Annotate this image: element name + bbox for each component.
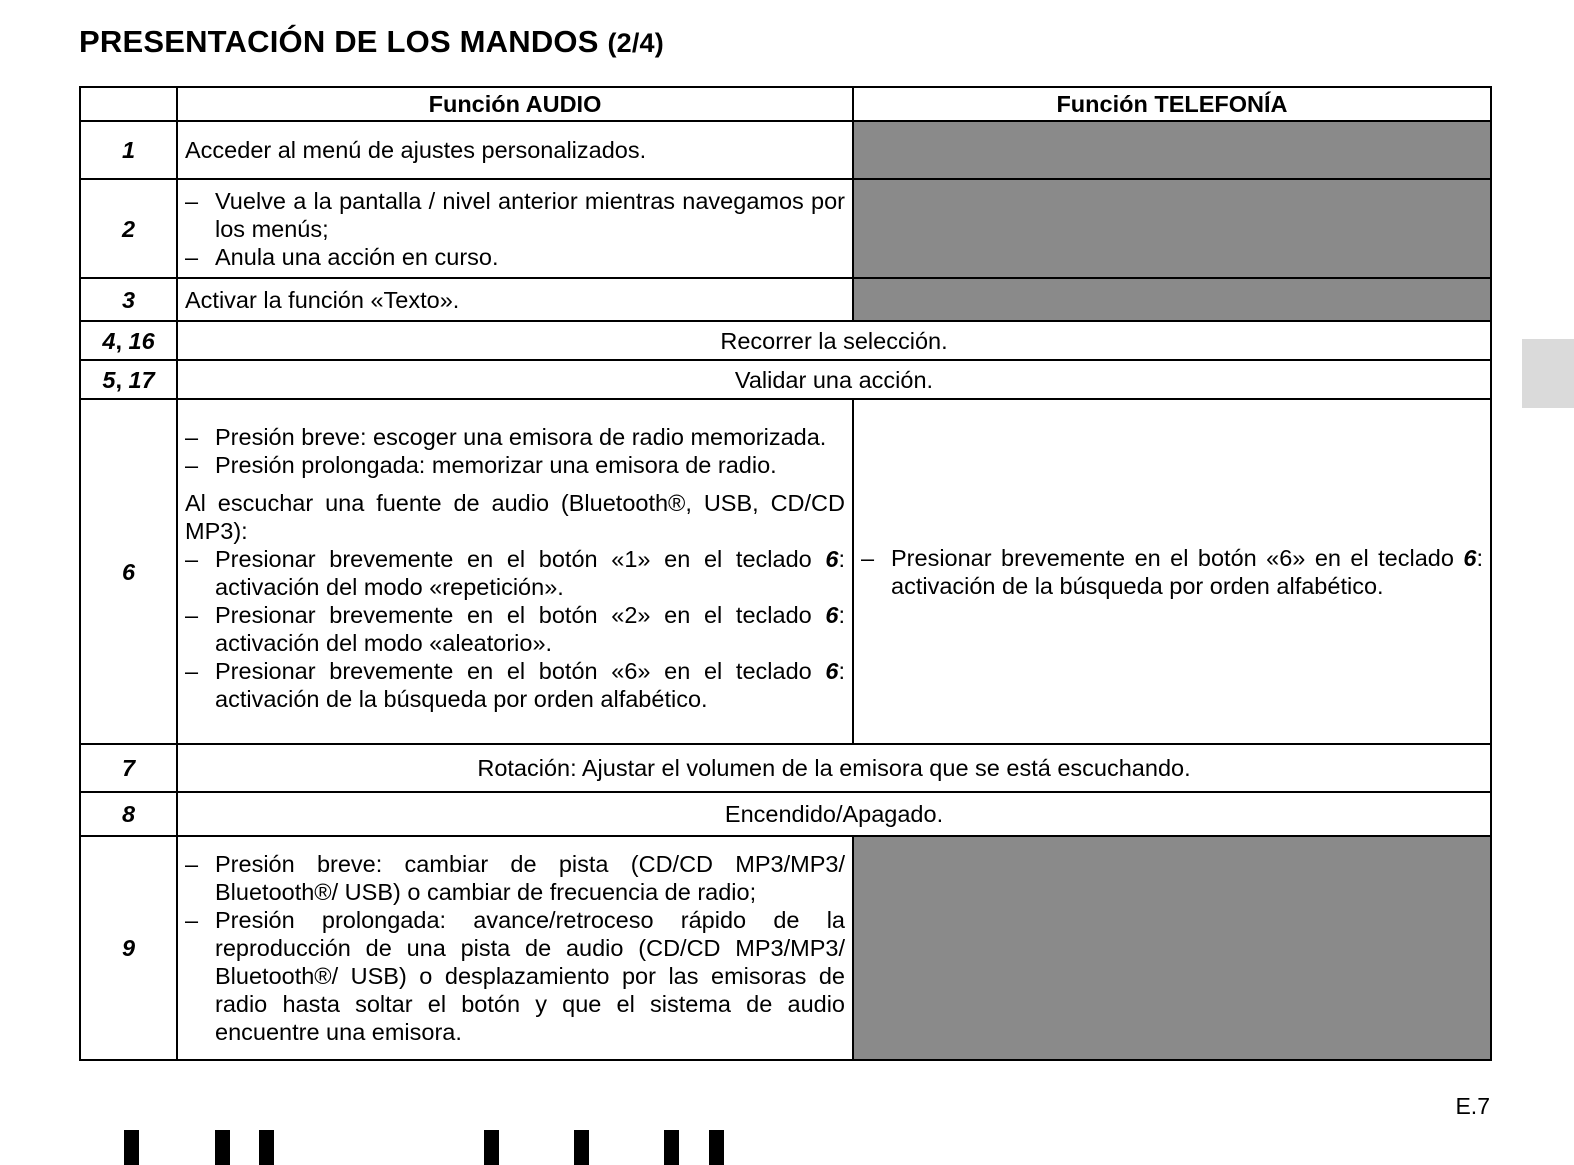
item-ref: 6 [825, 601, 839, 628]
row-number: 3 [80, 278, 177, 321]
header-audio: Función AUDIO [177, 87, 853, 121]
dash-list [861, 544, 1483, 600]
row-number: 2 [80, 179, 177, 278]
audio-cell: Acceder al menú de ajustes personalizados. [177, 121, 853, 179]
telefonia-cell-empty [853, 278, 1491, 321]
item-text: : activación de la búsqueda por orden alfabético. [891, 544, 1483, 599]
title-part: (2/4) [607, 28, 664, 58]
list-item [861, 544, 1483, 600]
item-ref: 6 [1463, 544, 1477, 571]
row-number: 8 [80, 792, 177, 836]
dash-list [185, 850, 845, 1046]
controls-table [79, 86, 1492, 1061]
list-item [185, 601, 845, 657]
page-number: E.7 [1455, 1093, 1490, 1119]
paragraph: Al escuchar una fuente de audio (Bluetooth®, USB, CD/CD MP3): [185, 489, 845, 544]
page-title [79, 24, 664, 60]
table-row [80, 360, 1491, 399]
list-item: – Presión prolongada: avance/retroceso rápido de la reproducción de una pista de audio (CD/CD MP3/MP3/ Bluetooth®/ USB) o desplazamiento por las emisoras de radio hasta soltar el botón y que el sistema de audio encuentre una emisora. [185, 906, 845, 1046]
crop-mark [709, 1130, 724, 1165]
row-number-sep: , [115, 366, 129, 393]
row-number: 1 [80, 121, 177, 179]
audio-cell [177, 179, 853, 278]
row-number: 7 [80, 744, 177, 792]
item-text: Presionar brevemente en el botón «6» en el teclado [215, 657, 826, 684]
list-item: – Vuelve a la pantalla / nivel anterior mientras navegamos por los menús; [185, 187, 845, 243]
telefonia-cell-empty [853, 179, 1491, 278]
row-number [80, 360, 177, 399]
row-number-sep: , [115, 327, 129, 354]
list-item [185, 657, 845, 713]
header-telefonia: Función TELEFONÍA [853, 87, 1491, 121]
row-number-b: 17 [128, 366, 155, 393]
title-text: PRESENTACIÓN DE LOS MANDOS [79, 24, 599, 59]
list-item: – Presión prolongada: memorizar una emisora de radio. [185, 451, 845, 479]
table-row [80, 278, 1491, 321]
shared-cell: Recorrer la selección. [177, 321, 1491, 360]
shared-cell: Encendido/Apagado. [177, 792, 1491, 836]
item-ref: 6 [825, 657, 839, 684]
row-number [80, 321, 177, 360]
crop-mark [574, 1130, 589, 1165]
table-row [80, 744, 1491, 792]
crop-mark [484, 1130, 499, 1165]
table-row [80, 836, 1491, 1060]
dash-list [185, 423, 845, 479]
crop-mark [215, 1130, 230, 1165]
table-row [80, 399, 1491, 744]
list-item: – Anula una acción en curso. [185, 243, 845, 271]
row-number-a: 4 [102, 327, 116, 354]
header-empty [80, 87, 177, 121]
dash-list [185, 545, 845, 713]
row-number: 6 [80, 399, 177, 744]
header-row [80, 87, 1491, 121]
row-number-a: 5 [102, 366, 116, 393]
table-row [80, 321, 1491, 360]
row-number-b: 16 [128, 327, 155, 354]
list-item [185, 545, 845, 601]
shared-cell: Rotación: Ajustar el volumen de la emisora que se está escuchando. [177, 744, 1491, 792]
item-ref: 6 [825, 545, 839, 572]
crop-mark [664, 1130, 679, 1165]
table-row [80, 179, 1491, 278]
telefonia-cell-empty [853, 121, 1491, 179]
telefonia-cell-empty [853, 836, 1491, 1060]
item-text: : activación del modo «aleatorio». [215, 601, 845, 656]
row-number: 9 [80, 836, 177, 1060]
item-text: Presionar brevemente en el botón «2» en el teclado [215, 601, 826, 628]
item-text: Presionar brevemente en el botón «6» en el teclado [891, 544, 1464, 571]
audio-cell [177, 836, 853, 1060]
crop-mark [124, 1130, 139, 1165]
audio-cell: Activar la función «Texto». [177, 278, 853, 321]
table-row [80, 121, 1491, 179]
side-tab-marker [1522, 339, 1574, 408]
dash-list [185, 187, 845, 271]
list-item: – Presión breve: cambiar de pista (CD/CD MP3/MP3/ Bluetooth®/ USB) o cambiar de frecuencia de radio; [185, 850, 845, 906]
table-row [80, 792, 1491, 836]
item-text: : activación de la búsqueda por orden alfabético. [215, 657, 845, 712]
shared-cell: Validar una acción. [177, 360, 1491, 399]
item-text: : activación del modo «repetición». [215, 545, 845, 600]
list-item: – Presión breve: escoger una emisora de radio memorizada. [185, 423, 845, 451]
item-text: Presionar brevemente en el botón «1» en el teclado [215, 545, 826, 572]
crop-mark [259, 1130, 274, 1165]
audio-cell [177, 399, 853, 744]
telefonia-cell [853, 399, 1491, 744]
